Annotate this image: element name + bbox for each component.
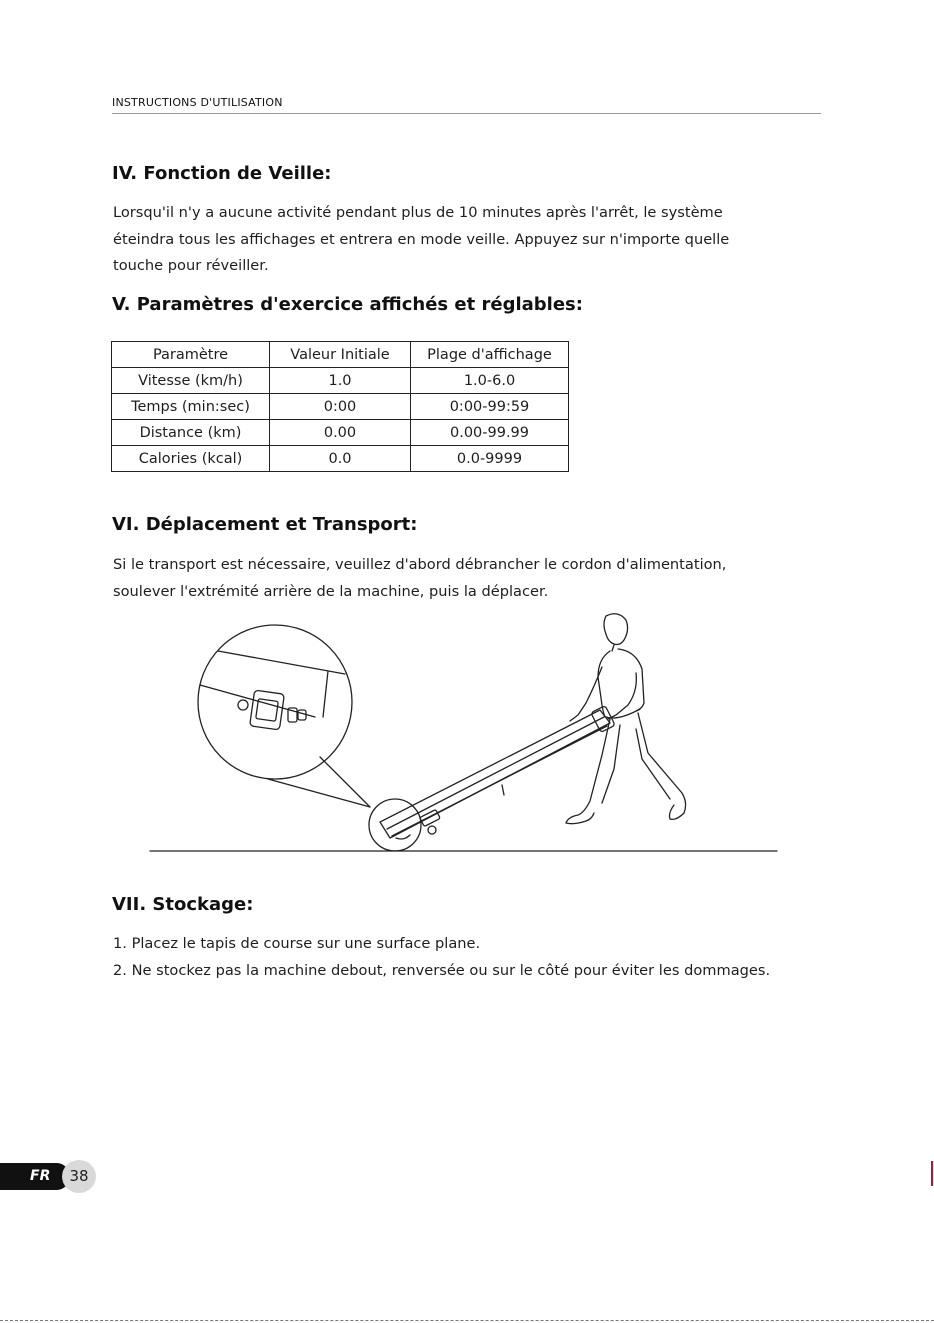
table-row <box>112 420 569 446</box>
storage-paragraph <box>113 931 770 984</box>
header-title: INSTRUCTIONS D'UTILISATION <box>112 96 283 109</box>
table-cell: Temps (min:sec) <box>112 394 270 420</box>
table-cell: Calories (kcal) <box>112 446 270 472</box>
transport-line-2: soulever l'extrémité arrière de la machine, puis la déplacer. <box>113 582 549 600</box>
table-cell: 1.0 <box>270 368 411 394</box>
table-cell: 0.0 <box>270 446 411 472</box>
table-cell: 0.00-99.99 <box>411 420 569 446</box>
table-cell: 0.0-9999 <box>411 446 569 472</box>
section-title-params: V. Paramètres d'exercice affichés et réglables: <box>112 294 583 315</box>
section-title-storage: VII. Stockage: <box>112 894 254 915</box>
transport-illustration <box>140 605 790 860</box>
table-row <box>112 446 569 472</box>
footer-language: FR <box>30 1168 51 1184</box>
table-header-cell: Paramètre <box>112 342 270 368</box>
bottom-cut-line <box>0 1320 934 1321</box>
section-title-transport: VI. Déplacement et Transport: <box>112 514 418 535</box>
table-header-cell: Plage d'affichage <box>411 342 569 368</box>
section-title-sleep: IV. Fonction de Veille: <box>112 163 332 184</box>
table-row <box>112 368 569 394</box>
sleep-paragraph <box>113 200 729 280</box>
table-cell: Vitesse (km/h) <box>112 368 270 394</box>
table-header-cell: Valeur Initiale <box>270 342 411 368</box>
transport-line-1: Si le transport est nécessaire, veuillez d'abord débrancher le cordon d'alimentation, <box>113 556 727 573</box>
table-header-row <box>112 342 569 368</box>
sleep-line-3: touche pour réveiller. <box>113 257 269 274</box>
wheel-detail-icon <box>198 625 370 807</box>
table-cell: 1.0-6.0 <box>411 368 569 394</box>
edge-marker <box>931 1161 933 1186</box>
transport-paragraph <box>113 552 726 605</box>
treadmill-icon <box>380 706 615 839</box>
table-cell: 0:00 <box>270 394 411 420</box>
page-number-badge: 38 <box>62 1160 96 1193</box>
storage-line-1: 1. Placez le tapis de course sur une surface plane. <box>113 935 481 952</box>
table-cell: 0:00-99:59 <box>411 394 569 420</box>
table-row <box>112 394 569 420</box>
header-divider <box>112 113 821 114</box>
sleep-line-2: éteindra tous les affichages et entrera en mode veille. Appuyez sur n'importe quelle <box>113 230 730 248</box>
storage-line-2: 2. Ne stockez pas la machine debout, renversée ou sur le côté pour éviter les dommages. <box>113 961 771 979</box>
table-cell: 0.00 <box>270 420 411 446</box>
sleep-line-1: Lorsqu'il n'y a aucune activité pendant plus de 10 minutes après l'arrêt, le système <box>113 204 723 221</box>
table-cell: Distance (km) <box>112 420 270 446</box>
parameters-table <box>111 341 569 472</box>
